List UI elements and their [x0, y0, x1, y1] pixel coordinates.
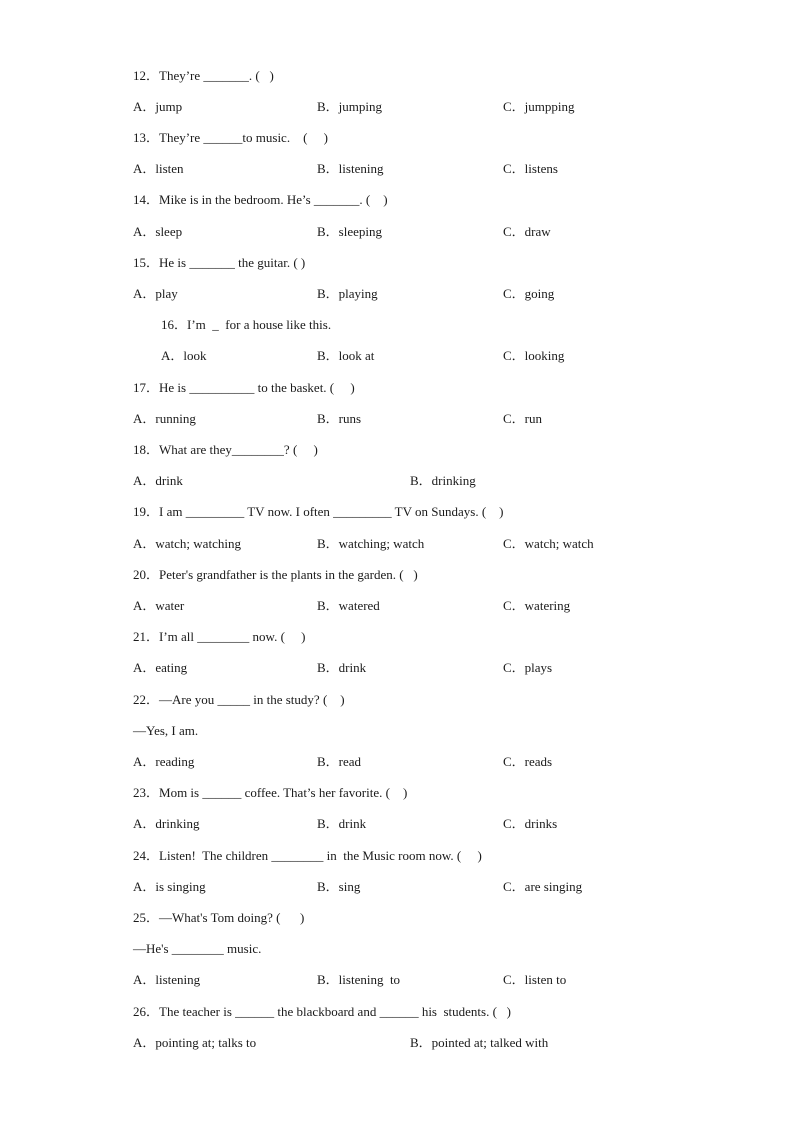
q24-option-b: B．sing: [317, 879, 361, 894]
q15-option-a: A．play: [133, 286, 178, 301]
q21-option-c: C．plays: [503, 660, 553, 675]
question-12-stem: 12．They’re _______. ( ): [133, 68, 274, 83]
q19-option-c: C．watch; watch: [503, 536, 594, 551]
q22-option-c: C．reads: [503, 754, 553, 769]
q19-option-a: A．watch; watching: [133, 536, 241, 551]
q17-option-b: B．runs: [317, 411, 362, 426]
q26-option-a: A．pointing at; talks to: [133, 1035, 257, 1050]
q16-option-a: A．look: [161, 348, 207, 363]
question-15-stem: 15．He is _______ the guitar. ( ): [133, 255, 306, 270]
q26-option-b: B．pointed at; talked with: [410, 1035, 549, 1050]
q25-option-c: C．listen to: [503, 972, 567, 987]
q14-option-a: A．sleep: [133, 224, 183, 239]
question-19-stem: 19．I am _________ TV now. I often _________ TV on Sundays. ( ): [133, 504, 504, 519]
q23-option-c: C．drinks: [503, 816, 558, 831]
q25-option-a: A．listening: [133, 972, 201, 987]
q12-option-c: C．jumpping: [503, 99, 575, 114]
question-13-stem: 13．They’re ______to music. ( ): [133, 130, 328, 145]
q13-option-a: A．listen: [133, 161, 184, 176]
q20-option-b: B．watered: [317, 598, 380, 613]
q22-option-a: A．reading: [133, 754, 195, 769]
question-20-stem: 20．Peter's grandfather is the plants in the garden. ( ): [133, 567, 418, 582]
q14-option-b: B．sleeping: [317, 224, 382, 239]
q17-option-a: A．running: [133, 411, 196, 426]
q13-option-c: C．listens: [503, 161, 558, 176]
question-21-stem: 21．I’m all ________ now. ( ): [133, 629, 306, 644]
question-24-stem: 24．Listen! The children ________ in the Music room now. ( ): [133, 848, 482, 863]
question-25-stem: 25．—What's Tom doing? ( ): [133, 910, 305, 925]
q12-option-b: B．jumping: [317, 99, 383, 114]
q17-option-c: C．run: [503, 411, 543, 426]
q23-option-b: B．drink: [317, 816, 367, 831]
question-17-stem: 17．He is __________ to the basket. ( ): [133, 380, 355, 395]
q22-option-b: B．read: [317, 754, 362, 769]
q25-option-b: B．listening to: [317, 972, 401, 987]
q15-option-b: B．playing: [317, 286, 378, 301]
q20-option-c: C．watering: [503, 598, 571, 613]
q18-option-a: A．drink: [133, 473, 183, 488]
q19-option-b: B．watching; watch: [317, 536, 425, 551]
q21-option-b: B．drink: [317, 660, 367, 675]
q23-option-a: A．drinking: [133, 816, 200, 831]
q16-option-b: B．look at: [317, 348, 375, 363]
question-23-stem: 23．Mom is ______ coffee. That’s her favorite. ( ): [133, 785, 408, 800]
q13-option-b: B．listening: [317, 161, 384, 176]
question-22-stem: 22．—Are you _____ in the study? ( ): [133, 692, 345, 707]
q14-option-c: C．draw: [503, 224, 551, 239]
q16-option-c: C．looking: [503, 348, 565, 363]
question-18-stem: 18．What are they________? ( ): [133, 442, 318, 457]
q24-option-c: C．are singing: [503, 879, 583, 894]
question-22-reply: —Yes, I am.: [133, 723, 199, 738]
question-14-stem: 14．Mike is in the bedroom. He’s _______. ( ): [133, 192, 388, 207]
question-16-stem: 16．I’m _ for a house like this.: [161, 317, 332, 332]
question-25-reply: —He's ________ music.: [133, 941, 262, 956]
q20-option-a: A．water: [133, 598, 185, 613]
q24-option-a: A．is singing: [133, 879, 206, 894]
q12-option-a: A．jump: [133, 99, 183, 114]
question-26-stem: 26．The teacher is ______ the blackboard and ______ his students. ( ): [133, 1004, 512, 1019]
q21-option-a: A．eating: [133, 660, 188, 675]
q15-option-c: C．going: [503, 286, 555, 301]
q18-option-b: B．drinking: [410, 473, 476, 488]
